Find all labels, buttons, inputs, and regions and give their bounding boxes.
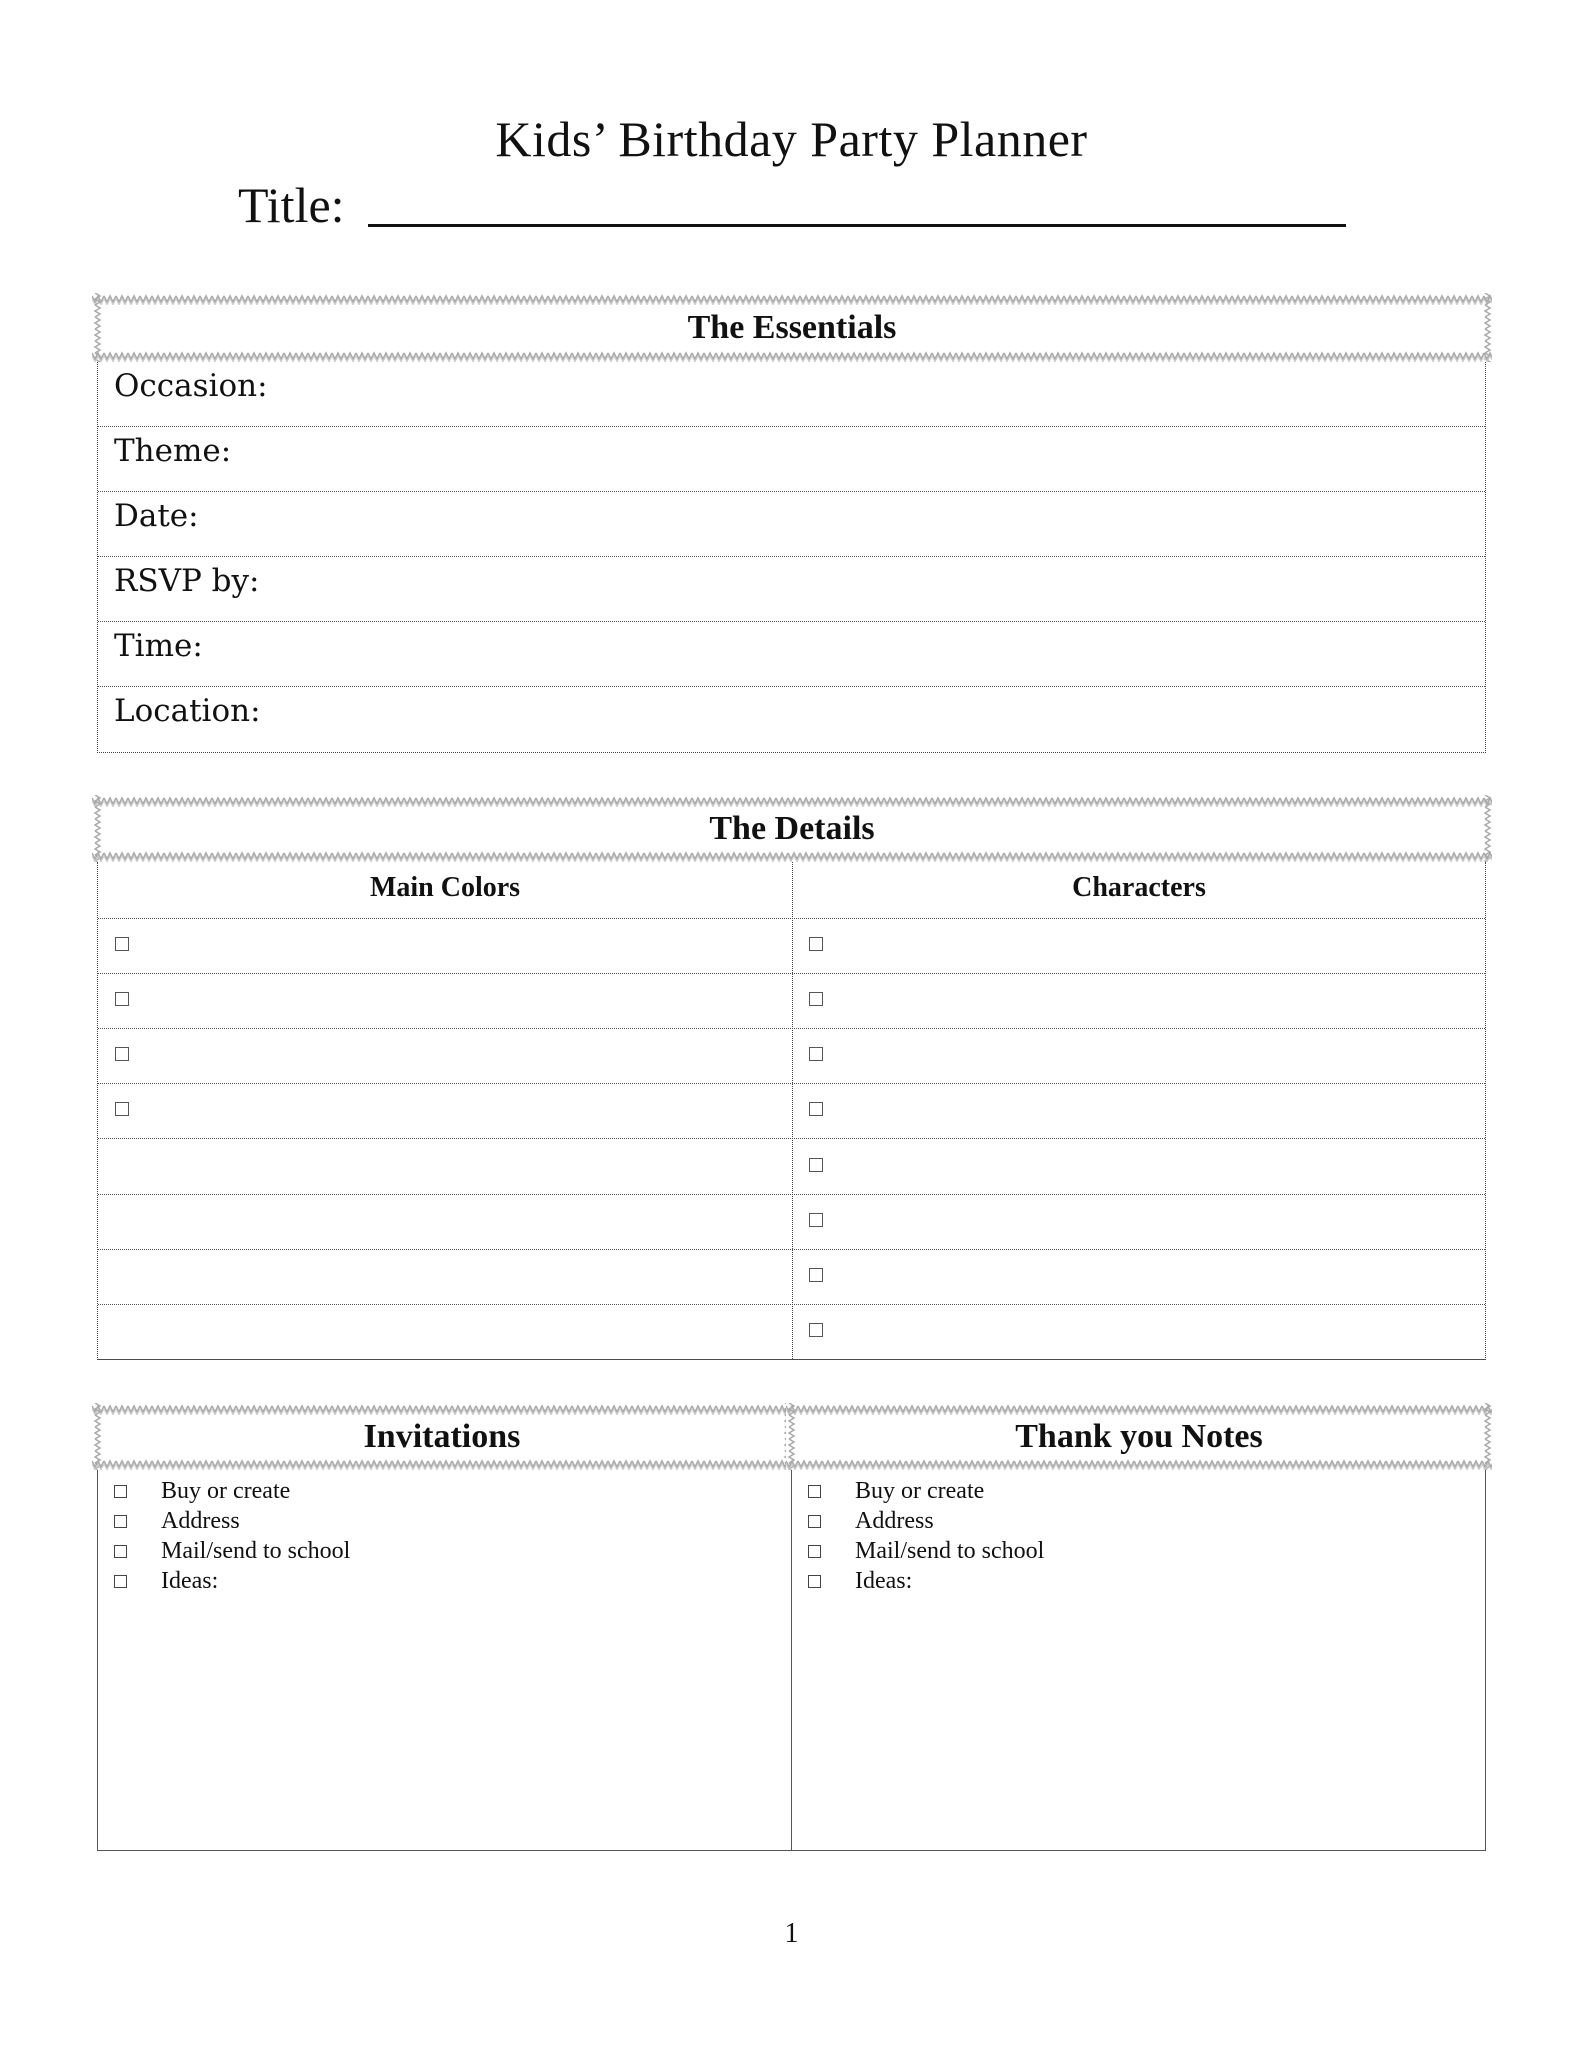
character-checkbox[interactable] bbox=[809, 937, 823, 951]
details-title: The Details bbox=[709, 809, 875, 847]
invitations-item[interactable]: Ideas: bbox=[114, 1566, 350, 1596]
essentials-row-occasion[interactable] bbox=[98, 362, 1485, 427]
checkbox-icon[interactable] bbox=[808, 1575, 821, 1588]
title-field-label: Title: bbox=[238, 177, 345, 233]
occasion-label: Occasion: bbox=[114, 368, 268, 404]
thank-you-notes-header bbox=[786, 1403, 1492, 1470]
essentials-header bbox=[92, 293, 1492, 362]
checkbox-icon[interactable] bbox=[114, 1575, 127, 1588]
checkbox-icon[interactable] bbox=[114, 1545, 127, 1558]
thank-you-item[interactable]: Address bbox=[808, 1506, 1044, 1536]
invitations-item[interactable]: Address bbox=[114, 1506, 350, 1536]
thank-you-notes-title: Thank you Notes bbox=[1015, 1417, 1263, 1455]
section-divider bbox=[791, 1470, 792, 1851]
main-colors-header: Main Colors bbox=[369, 872, 521, 903]
thank-you-notes-checklist bbox=[808, 1476, 1044, 1596]
location-label: Location: bbox=[114, 693, 261, 729]
thank-you-item[interactable]: Mail/send to school bbox=[808, 1536, 1044, 1566]
main-color-checkbox[interactable] bbox=[115, 1047, 129, 1061]
time-label: Time: bbox=[114, 628, 203, 664]
character-checkbox[interactable] bbox=[809, 1102, 823, 1116]
character-checkbox[interactable] bbox=[809, 992, 823, 1006]
main-color-checkbox[interactable] bbox=[115, 992, 129, 1006]
essentials-row-rsvp[interactable] bbox=[98, 557, 1485, 622]
essentials-row-theme[interactable] bbox=[98, 427, 1485, 492]
character-checkbox[interactable] bbox=[809, 1047, 823, 1061]
invitations-checklist bbox=[114, 1476, 350, 1596]
checkbox-icon[interactable] bbox=[114, 1485, 127, 1498]
essentials-row-time[interactable] bbox=[98, 622, 1485, 687]
details-table bbox=[97, 862, 1486, 1360]
thank-you-item[interactable]: Buy or create bbox=[808, 1476, 1044, 1506]
invitations-item[interactable]: Buy or create bbox=[114, 1476, 350, 1506]
page-number: 1 bbox=[784, 1918, 799, 1949]
essentials-title: The Essentials bbox=[687, 308, 897, 346]
details-header bbox=[92, 795, 1492, 862]
rsvp-label: RSVP by: bbox=[114, 563, 260, 599]
checkbox-icon[interactable] bbox=[808, 1485, 821, 1498]
invitations-item[interactable]: Mail/send to school bbox=[114, 1536, 350, 1566]
character-checkbox[interactable] bbox=[809, 1158, 823, 1172]
title-field-line[interactable] bbox=[368, 224, 1346, 227]
main-color-checkbox[interactable] bbox=[115, 937, 129, 951]
document-title: Kids’ Birthday Party Planner bbox=[495, 111, 1088, 167]
invitations-title: Invitations bbox=[363, 1417, 521, 1455]
checkbox-icon[interactable] bbox=[808, 1545, 821, 1558]
essentials-row-date[interactable] bbox=[98, 492, 1485, 557]
character-checkbox[interactable] bbox=[809, 1213, 823, 1227]
theme-label: Theme: bbox=[114, 433, 232, 469]
date-label: Date: bbox=[114, 498, 199, 534]
thank-you-item[interactable]: Ideas: bbox=[808, 1566, 1044, 1596]
characters-header: Characters bbox=[1072, 872, 1206, 903]
checkbox-icon[interactable] bbox=[808, 1515, 821, 1528]
character-checkbox[interactable] bbox=[809, 1268, 823, 1282]
essentials-table bbox=[97, 362, 1486, 753]
essentials-row-location[interactable] bbox=[98, 687, 1485, 752]
main-color-checkbox[interactable] bbox=[115, 1102, 129, 1116]
checkbox-icon[interactable] bbox=[114, 1515, 127, 1528]
character-checkbox[interactable] bbox=[809, 1323, 823, 1337]
invitations-header bbox=[92, 1403, 792, 1470]
details-column-divider bbox=[792, 862, 793, 1359]
